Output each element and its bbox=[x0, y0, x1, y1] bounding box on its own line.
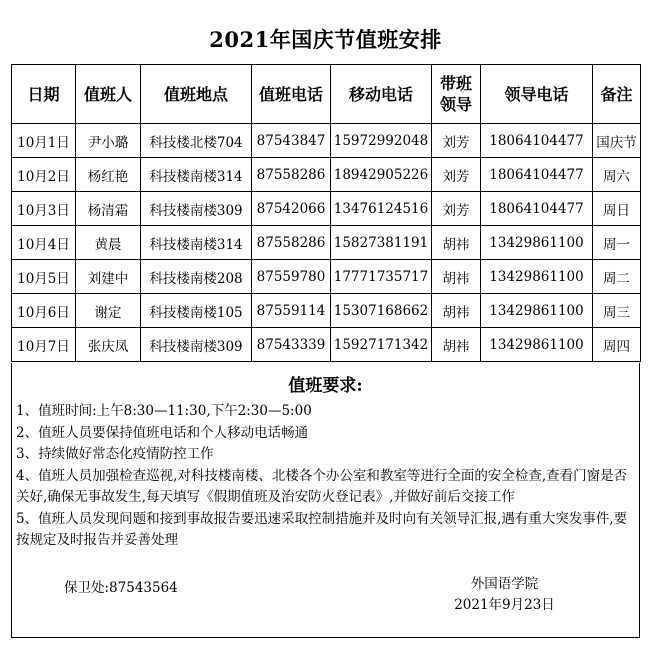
signature-date: 2021年9月23日 bbox=[454, 597, 555, 613]
cell-leader-phone: 13429861100 bbox=[481, 260, 593, 294]
requirements-section bbox=[11, 363, 640, 638]
table-row bbox=[12, 192, 641, 226]
cell-mobile: 15927171342 bbox=[331, 328, 432, 362]
cell-mobile: 15972992048 bbox=[331, 124, 432, 158]
cell-note: 周六 bbox=[593, 158, 641, 192]
cell-leader-phone: 13429861100 bbox=[481, 328, 593, 362]
signature-org: 外国语学院 bbox=[470, 576, 539, 592]
cell-date: 10月4日 bbox=[12, 226, 76, 260]
cell-date: 10月1日 bbox=[12, 124, 76, 158]
security-office-phone: 保卫处:87543564 bbox=[64, 580, 178, 596]
cell-date: 10月2日 bbox=[12, 158, 76, 192]
table-header-row bbox=[12, 65, 641, 124]
cell-leader: 胡祎 bbox=[432, 328, 481, 362]
cell-note: 周四 bbox=[593, 328, 641, 362]
signature-block bbox=[442, 574, 567, 616]
cell-location: 科技楼南楼314 bbox=[141, 226, 252, 260]
cell-leader: 胡祎 bbox=[432, 226, 481, 260]
column-header-duty-phone: 值班电话 bbox=[252, 65, 331, 124]
table-row bbox=[12, 294, 641, 328]
cell-leader-phone: 18064104477 bbox=[481, 124, 593, 158]
cell-mobile: 17771735717 bbox=[331, 260, 432, 294]
column-header-date: 日期 bbox=[12, 65, 76, 124]
cell-note: 周一 bbox=[593, 226, 641, 260]
cell-leader: 胡祎 bbox=[432, 260, 481, 294]
requirement-item: 4、值班人员加强检查巡视,对科技楼南楼、北楼各个办公室和教室等进行全面的安全检查,查看门窗是否关好,确保无事故发生,每天填写《假期值班及治安防火登记表》,并做好前后交接工作 bbox=[16, 467, 628, 505]
cell-mobile: 15307168662 bbox=[331, 294, 432, 328]
column-header-leader: 带班领导 bbox=[432, 65, 481, 124]
column-header-location: 值班地点 bbox=[141, 65, 252, 124]
table-row bbox=[12, 158, 641, 192]
cell-duty-phone: 87558286 bbox=[252, 226, 331, 260]
cell-date: 10月5日 bbox=[12, 260, 76, 294]
cell-mobile: 18942905226 bbox=[331, 158, 432, 192]
requirement-item: 3、持续做好常态化疫情防控工作 bbox=[16, 446, 214, 462]
cell-person: 杨红艳 bbox=[76, 158, 141, 192]
requirements-list bbox=[16, 401, 636, 552]
cell-leader-phone: 18064104477 bbox=[481, 192, 593, 226]
cell-mobile: 13476124516 bbox=[331, 192, 432, 226]
cell-date: 10月3日 bbox=[12, 192, 76, 226]
table-row bbox=[12, 328, 641, 362]
cell-duty-phone: 87558286 bbox=[252, 158, 331, 192]
cell-person: 黄晨 bbox=[76, 226, 141, 260]
cell-location: 科技楼南楼309 bbox=[141, 192, 252, 226]
page-title: 2021年国庆节值班安排 bbox=[209, 27, 442, 52]
duty-table bbox=[11, 64, 641, 362]
cell-location: 科技楼南楼208 bbox=[141, 260, 252, 294]
cell-note: 周三 bbox=[593, 294, 641, 328]
table-row bbox=[12, 124, 641, 158]
cell-person: 杨清霜 bbox=[76, 192, 141, 226]
cell-leader: 胡祎 bbox=[432, 294, 481, 328]
cell-note: 周日 bbox=[593, 192, 641, 226]
cell-location: 科技楼北楼704 bbox=[141, 124, 252, 158]
requirement-item: 5、值班人员发现问题和接到事故报告要迅速采取控制措施并及时向有关领导汇报,遇有重大突发事件,要按规定及时报告并妥善处理 bbox=[16, 510, 628, 548]
cell-date: 10月6日 bbox=[12, 294, 76, 328]
cell-leader: 刘芳 bbox=[432, 158, 481, 192]
cell-mobile: 15827381191 bbox=[331, 226, 432, 260]
cell-leader: 刘芳 bbox=[432, 192, 481, 226]
column-header-mobile: 移动电话 bbox=[331, 65, 432, 124]
cell-leader-phone: 13429861100 bbox=[481, 226, 593, 260]
column-header-person: 值班人 bbox=[76, 65, 141, 124]
cell-leader-phone: 13429861100 bbox=[481, 294, 593, 328]
cell-location: 科技楼南楼105 bbox=[141, 294, 252, 328]
cell-person: 刘建中 bbox=[76, 260, 141, 294]
cell-leader-phone: 18064104477 bbox=[481, 158, 593, 192]
cell-location: 科技楼南楼314 bbox=[141, 158, 252, 192]
cell-note: 国庆节 bbox=[593, 124, 641, 158]
column-header-note: 备注 bbox=[593, 65, 641, 124]
cell-duty-phone: 87559780 bbox=[252, 260, 331, 294]
column-header-leader-phone: 领导电话 bbox=[481, 65, 593, 124]
cell-note: 周二 bbox=[593, 260, 641, 294]
cell-location: 科技楼南楼309 bbox=[141, 328, 252, 362]
cell-date: 10月7日 bbox=[12, 328, 76, 362]
table-row bbox=[12, 226, 641, 260]
cell-person: 谢定 bbox=[76, 294, 141, 328]
cell-duty-phone: 87543847 bbox=[252, 124, 331, 158]
cell-person: 张庆凤 bbox=[76, 328, 141, 362]
requirements-title: 值班要求: bbox=[288, 376, 363, 396]
table-row bbox=[12, 260, 641, 294]
cell-duty-phone: 87543339 bbox=[252, 328, 331, 362]
cell-duty-phone: 87559114 bbox=[252, 294, 331, 328]
cell-duty-phone: 87542066 bbox=[252, 192, 331, 226]
cell-leader: 刘芳 bbox=[432, 124, 481, 158]
requirement-item: 2、值班人员要保持值班电话和个人移动电话畅通 bbox=[16, 424, 309, 441]
cell-person: 尹小璐 bbox=[76, 124, 141, 158]
requirement-item: 1、值班时间:上午8:30—11:30,下午2:30—5:00 bbox=[16, 403, 312, 419]
